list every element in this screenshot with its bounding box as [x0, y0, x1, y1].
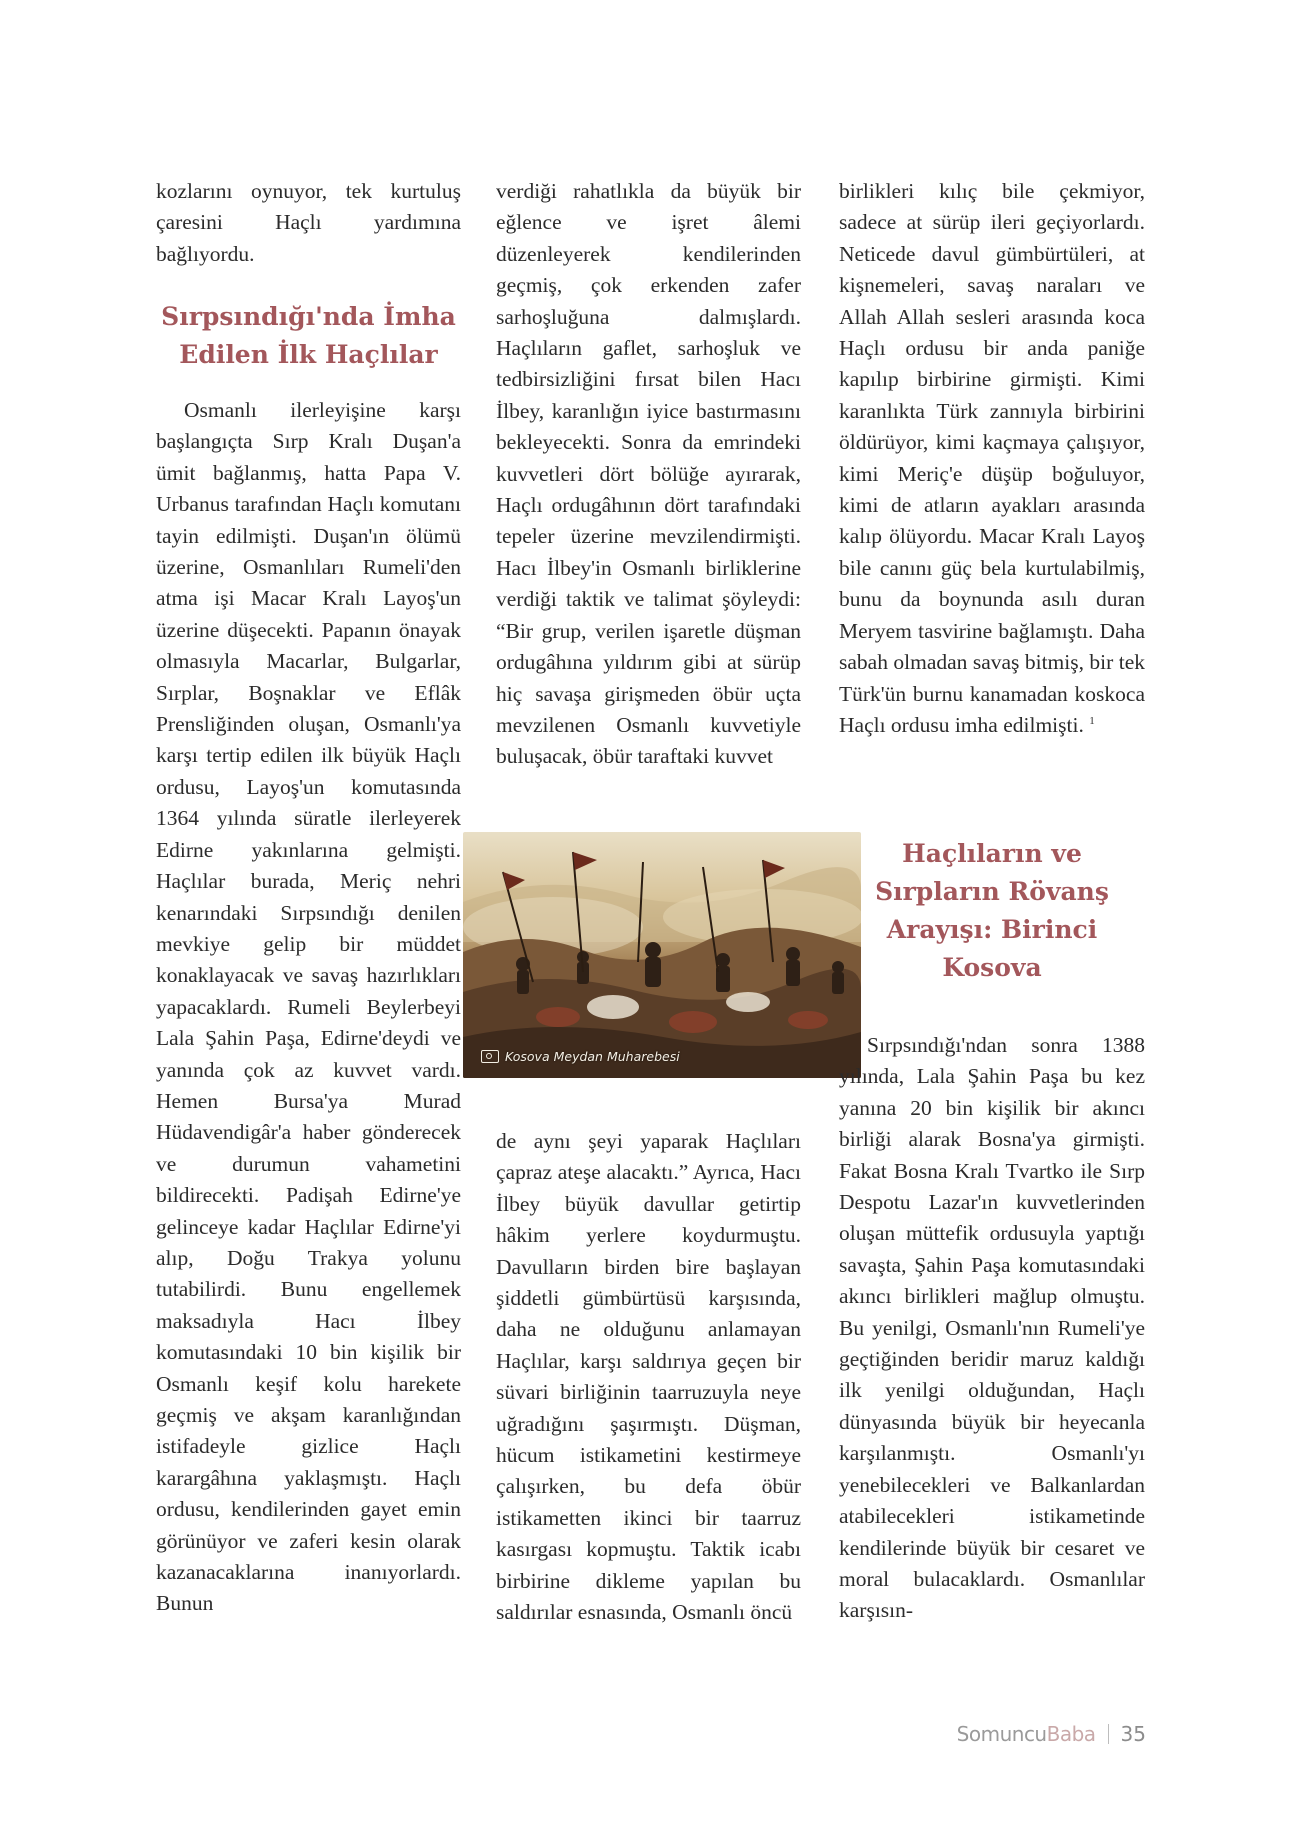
- section-heading-2: Haçlıların ve Sırpların Rövanş Arayışı: Birinci Kosova: [875, 839, 1109, 982]
- paragraph: [839, 176, 1145, 741]
- battle-painting-figure: [463, 832, 861, 1078]
- column-2: [496, 176, 801, 773]
- paragraph: verdiği rahatlıkla da büyük bir eğlence ve işret âlemi düzenleyerek kendilerinden geçmiş, çok erkenden zafer sarhoşluğuna dalmışlardı. Haçlıların gaflet, sarhoşluk ve tedbirsizliğini fırsat bilen Hacı İlbey, karanlığın iyice bastırmasını bekleyecekti. Sonra da emrindeki kuvvetleri dört bölüğe ayırarak, Haçlı ordugâhının dört tarafındaki tepeler üzerine mevzilendirmişti. Hacı İlbey'in Osmanlı birliklerine verdiği taktik ve talimat şöyleydi: “Bir grup, verilen işaretle düşman ordugâhına yıldırım gibi at sürüp hiç savaşa girişmeden öbür uçta mevzilenen Osmanlı kuvvetiyle buluşacak, öbür taraftaki kuvvet: [496, 179, 801, 769]
- footer-divider: [1108, 1724, 1109, 1744]
- paragraph: Sırpsındığı'ndan sonra 1388 yılında, Lala Şahin Paşa bu kez yanına 20 bin kişilik bir akıncı birliği alarak Bosna'ya girmişti. Fakat Bosna Kralı Tvartko ile Sırp Despotu Lazar'ın kuvvetlerinden oluşan müttefik ordusuyla yaptığı savaşta, Şahin Paşa komutasındaki akıncı birlikleri mağlup olmuştu. Bu yenilgi, Osmanlı'nın Rumeli'ye geçtiğinden beridir maruz kaldığı ilk yenilgi olduğundan, Haçlı dünyasında büyük bir heyecanla karşılanmıştı. Osmanlı'yı yenebilecekleri ve Balkanlardan atabilecekleri istikametinde kendilerinde büyük bir cesaret ve moral bulacaklardı. Osmanlılar karşısın-: [839, 1033, 1145, 1623]
- brand-part-2: Baba: [1046, 1722, 1096, 1746]
- battle-painting-image: [463, 832, 861, 1078]
- paragraph-text: birlikleri kılıç bile çekmiyor, sadece at sürüp ileri geçiyorlardı. Neticede davul gümbürtüleri, at kişnemeleri, savaş naraları ve Allah Allah sesleri arasında koca Haçlı ordusu bir anda paniğe kapılıp birbirine girmişti. Kimi karanlıkta Türk zannıyla birbirini öldürüyor, kimi kaçmaya çalışıyor, kimi Meriç'e düşüp boğuluyor, kimi de atların ayakları arasında kalıp ölüyordu. Macar Kralı Layoş bile canını güç bela kurtulabilmiş, bunu da boynunda asılı duran Meryem tasvirine bağlamıştı. Daha sabah olmadan savaş bitmiş, bir tek Türk'ün burnu kanamadan koskoca Haçlı ordusu imha edilmişti.: [839, 179, 1145, 737]
- figure-caption: [481, 1049, 680, 1064]
- caption-text: Kosova Meydan Muharebesi: [505, 1049, 680, 1064]
- column-1-body: [156, 395, 461, 1620]
- column-3: [839, 176, 1145, 741]
- magazine-brand: [957, 1722, 1096, 1746]
- section-heading-1: Sırpsındığı'nda İmha Edilen İlk Haçlılar: [161, 302, 456, 369]
- column-2-continued: [496, 1126, 801, 1629]
- paragraph: de aynı şeyi yaparak Haçlıları çapraz ateşe alacaktı.” Ayrıca, Hacı İlbey büyük davullar getirtip hâkim yerlere koydurmuştu. Davulların birden bire başlayan şiddetli gümbürtüsü karşısında, daha ne olduğunu anlamayan Haçlılar, karşı saldırıya geçen bir süvari birliğinin taarruzuyla neye uğradığını şaşırmıştı. Düşman, hücum istikametini kestirmeye çalışırken, bu defa öbür istikametten ikinci bir taarruz kasırgası kopmuştu. Taktik icabı birbirine dikleme yapılan bu saldırılar esnasında, Osmanlı öncü: [496, 1129, 801, 1625]
- column-3-body: [839, 1030, 1145, 1627]
- brand-part-1: Somuncu: [956, 1722, 1047, 1746]
- camera-icon: [481, 1050, 499, 1063]
- footnote-marker[interactable]: 1: [1089, 714, 1095, 727]
- column-1: [156, 176, 461, 270]
- page-number: 35: [1120, 1722, 1146, 1746]
- page-footer: [957, 1722, 1146, 1746]
- paragraph: Osmanlı ilerleyişine karşı başlangıçta Sırp Kralı Duşan'a ümit bağlanmış, hatta Papa V. Urbanus tarafından Haçlı komutanı tayin edilmişti. Duşan'ın ölümü üzerine, Osmanlıları Rumeli'den atma işi Macar Kralı Layoş'un üzerine düşecekti. Papanın önayak olmasıyla Macarlar, Bulgarlar, Sırplar, Boşnaklar ve Eflâk Prensliğinden oluşan, Osmanlı'ya karşı tertip edilen ilk büyük Haçlı ordusu, Layoş'un komutasında 1364 yılında süratle ilerleyerek Edirne yakınlarına gelmişti. Haçlılar burada, Meriç nehri kenarındaki Sırpsındığı denilen mevkiye gelip bir müddet konaklayacak ve savaş hazırlıkları yapacaklardı. Rumeli Beylerbeyi Lala Şahin Paşa, Edirne'deydi ve yanında çok az kuvvet vardı. Hemen Bursa'ya Murad Hüdavendigâr'a haber gönderecek ve durumun vahametini bildirecekti. Padişah Edirne'ye gelinceye kadar Haçlılar Edirne'yi alıp, Doğu Trakya yolunu tutabilirdi. Bunu engellemek maksadıyla Hacı İlbey komutasındaki 10 bin kişilik bir Osmanlı keşif kolu harekete geçmiş ve akşam karanlığından istifadeyle gizlice Haçlı karargâhına yaklaşmıştı. Haçlı ordusu, kendilerinden gayet emin görünüyor ve zaferi kesin olarak kazanacaklarına inanıyorlardı. Bunun: [156, 398, 461, 1616]
- paragraph: kozlarını oynuyor, tek kurtuluş çaresini Haçlı yardımına bağlıyordu.: [156, 179, 461, 266]
